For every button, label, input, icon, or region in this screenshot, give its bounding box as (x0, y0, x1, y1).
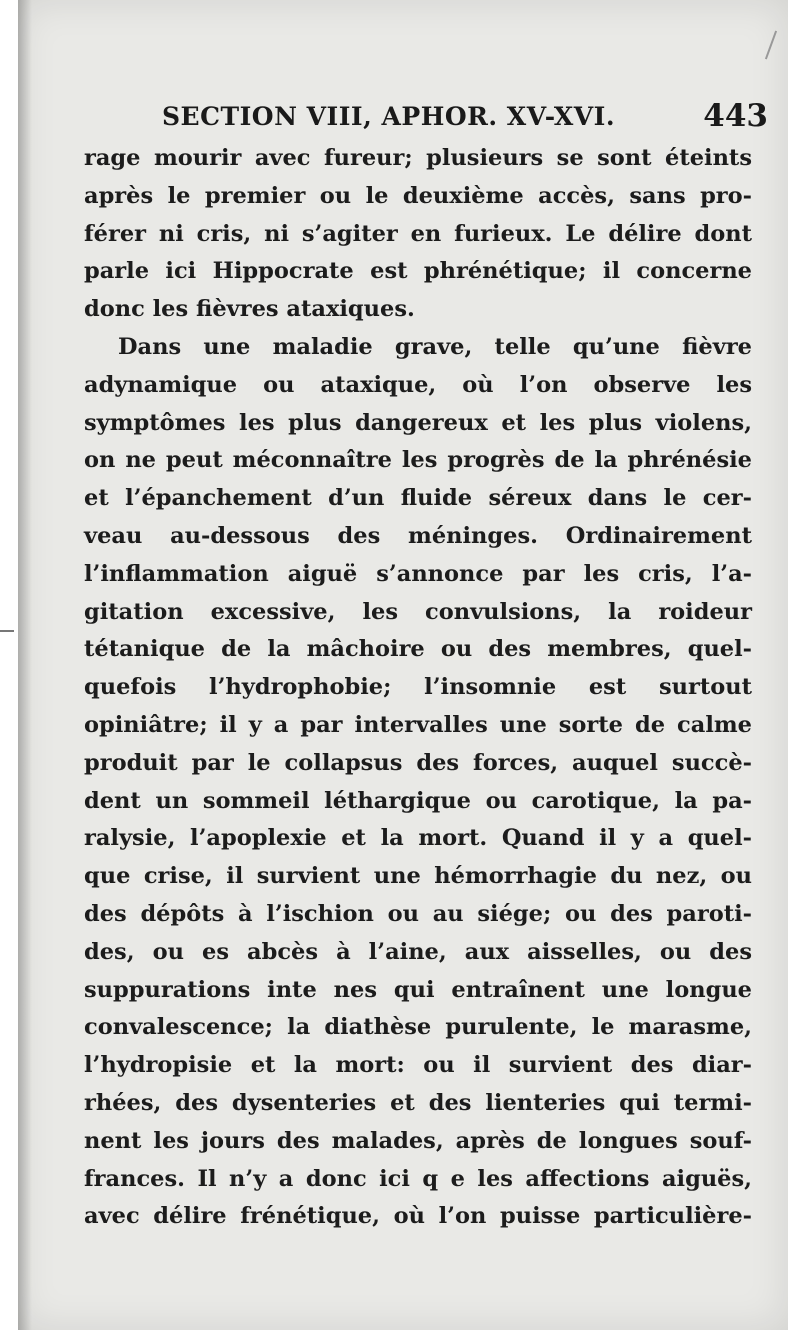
text-line: dent un sommeil léthargique ou carotique, la pa- (84, 787, 752, 814)
text-line: des, ou es abcès à l’aine, aux aisselles, ou des (84, 938, 752, 965)
text-line: rage mourir avec fureur; plusieurs se sont éteints (84, 145, 752, 171)
body-text (84, 140, 752, 1236)
text-line: férer ni cris, ni s’agiter en furieux. Le délire dont (84, 220, 752, 247)
text-line: après le premier ou le deuxième accès, sans pro- (84, 182, 752, 209)
text-line: produit par le collapsus des forces, auquel succè- (84, 749, 752, 776)
text-line: que crise, il survient une hémorrhagie du nez, ou (84, 863, 752, 890)
text-line: frances. Il n’y a donc ici q e les affections aiguës, (84, 1165, 752, 1192)
text-line: rhées, des dysenteries et des lienteries qui termi- (84, 1089, 752, 1116)
text-line: et l’épanchement d’un fluide séreux dans le cer- (84, 485, 752, 512)
text-line: adynamique ou ataxique, où l’on observe les (84, 371, 752, 398)
page-number: 443 (703, 98, 768, 134)
text-line: avec délire frénétique, où l’on puisse particulière- (84, 1203, 752, 1230)
text-line: on ne peut méconnaître les progrès de la phrénésie (84, 447, 752, 474)
text-line: donc les fièvres ataxiques. (84, 296, 415, 323)
text-line: Dans une maladie grave, telle qu’une fièvre (118, 333, 752, 360)
text-line: gitation excessive, les convulsions, la roideur (84, 598, 752, 625)
text-line: suppurations inte nes qui entraînent une longue (84, 976, 752, 1003)
text-line: nent les jours des malades, après de longues souf- (84, 1127, 752, 1154)
text-line: symptômes les plus dangereux et les plus violens, (84, 409, 752, 436)
text-line: veau au-dessous des méninges. Ordinairement (84, 522, 752, 549)
text-line: opiniâtre; il y a par intervalles une sorte de calme (84, 711, 752, 738)
margin-mark (0, 630, 14, 632)
text-line: ralysie, l’apoplexie et la mort. Quand il y a quel- (84, 825, 752, 852)
binding-shadow (18, 0, 32, 1330)
text-line: tétanique de la mâchoire ou des membres, quel- (84, 636, 752, 663)
text-line: des dépôts à l’ischion ou au siége; ou des paroti- (84, 900, 752, 927)
running-title: SECTION VIII, APHOR. XV-XVI. (162, 102, 616, 131)
text-line: quefois l’hydrophobie; l’insomnie est surtout (84, 674, 752, 701)
text-line: convalescence; la diathèse purulente, le marasme, (84, 1014, 752, 1041)
text-line: l’inflammation aiguë s’annonce par les cris, l’a- (84, 560, 752, 587)
running-header (156, 98, 768, 142)
text-line: parle ici Hippocrate est phrénétique; il concerne (84, 258, 752, 285)
text-line: l’hydropisie et la mort: ou il survient des diar- (84, 1052, 752, 1079)
